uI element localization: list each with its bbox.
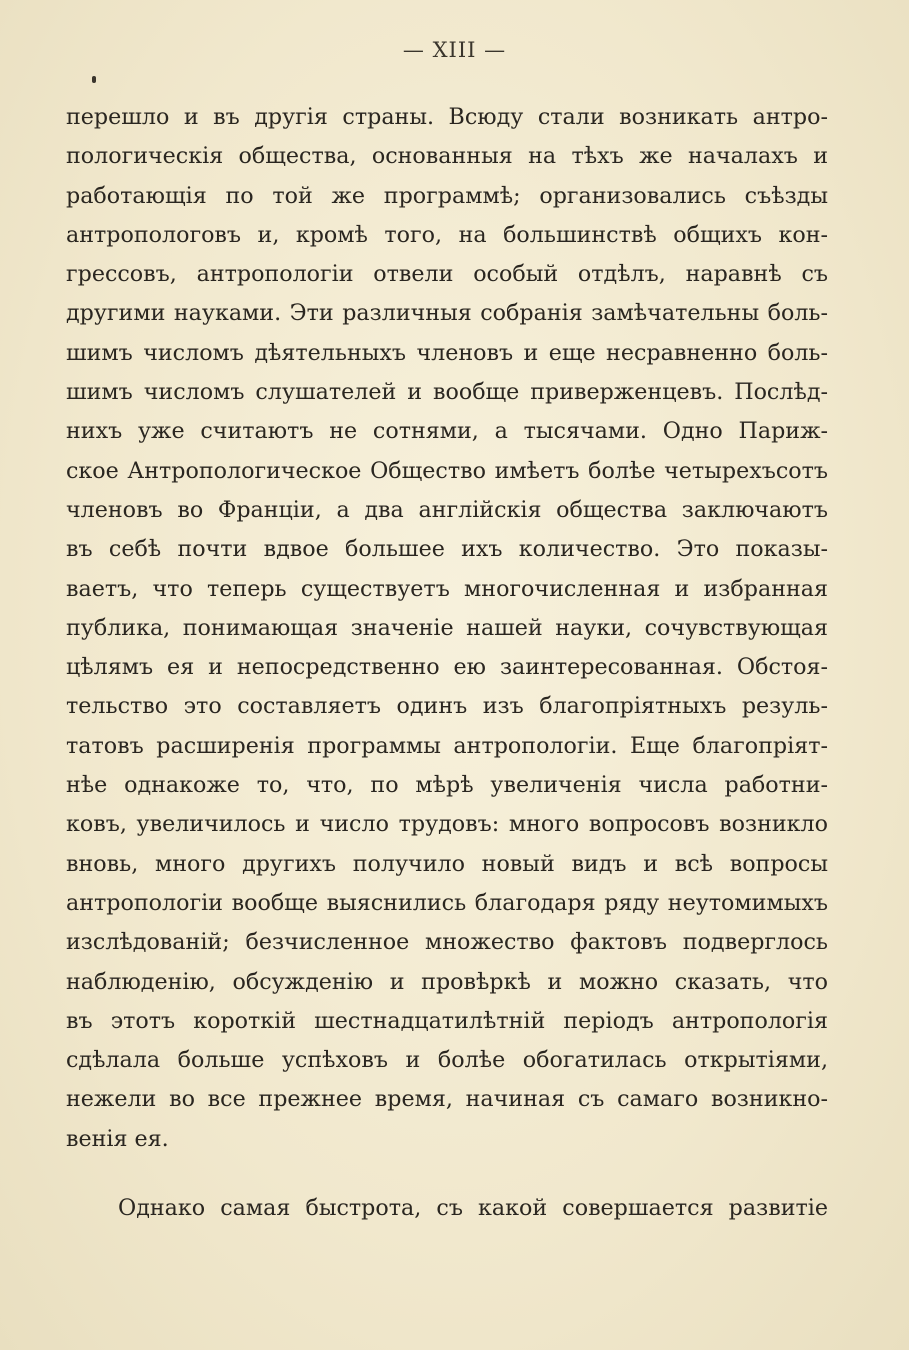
text-line: антропологіи вообще выяснились благодаря ряду неутомимыхъ xyxy=(66,889,828,916)
text-line: ковъ, увеличилось и число трудовъ: много вопросовъ возникло xyxy=(66,811,828,838)
text-line: Однако самая быстрота, съ какой совершается развитіе xyxy=(118,1195,828,1222)
text-line: тельство это составляетъ одинъ изъ благопріятныхъ резуль- xyxy=(66,693,828,720)
text-line: венія ея. xyxy=(66,1125,169,1152)
text-line: ваетъ, что теперь существуетъ многочисленная и избранная xyxy=(66,575,828,602)
text-line: публика, понимающая значеніе нашей науки, сочувствующая xyxy=(66,614,828,641)
text-line: другими науками. Эти различныя собранія замѣчательны боль- xyxy=(66,300,828,327)
text-line: нежели во все прежнее время, начиная съ самаго возникно- xyxy=(66,1086,828,1113)
paragraph-gap xyxy=(66,1159,828,1189)
text-line: въ этотъ короткій шестнадцатилѣтній періодъ антропологія xyxy=(66,1007,828,1034)
text-line: ское Антропологическое Общество имѣетъ болѣе четырехъсотъ xyxy=(66,457,828,484)
text-line: нихъ уже считаютъ не сотнями, а тысячами. Одно Париж- xyxy=(66,418,828,445)
paragraph-2 xyxy=(66,1189,828,1228)
text-line: татовъ расширенія программы антропологіи. Еще благопріят- xyxy=(66,732,828,759)
text-line: членовъ во Франціи, а два англійскія общества заключаютъ xyxy=(66,496,828,523)
ink-speck xyxy=(92,76,96,83)
text-line: шимъ числомъ слушателей и вообще приверженцевъ. Послѣд- xyxy=(66,379,828,406)
text-line: нѣе однакоже то, что, по мѣрѣ увеличенія числа работни- xyxy=(66,772,828,799)
text-line: цѣлямъ ея и непосредственно ею заинтересованная. Обстоя- xyxy=(66,654,828,681)
text-line: грессовъ, антропологіи отвели особый отдѣлъ, наравнѣ съ xyxy=(66,261,828,288)
text-line: вновь, много другихъ получило новый видъ и всѣ вопросы xyxy=(66,850,828,877)
text-line: сдѣлала больше успѣховъ и болѣе обогатилась открытіями, xyxy=(66,1047,828,1074)
text-line: перешло и въ другія страны. Всюду стали возникать антро- xyxy=(66,104,828,130)
page-number: — XIII — xyxy=(402,38,507,62)
text-line: изслѣдованій; безчисленное множество фактовъ подверглось xyxy=(66,929,828,956)
text-line: пологическія общества, основанныя на тѣхъ же началахъ и xyxy=(66,143,828,170)
body-text xyxy=(66,98,828,1228)
text-line: антропологовъ и, кромѣ того, на большинствѣ общихъ кон- xyxy=(66,221,828,248)
text-line: работающія по той же программѣ; организовались съѣзды xyxy=(66,182,828,209)
text-line: въ себѣ почти вдвое большее ихъ количество. Это показы- xyxy=(66,536,828,563)
text-line: наблюденію, обсужденію и провѣркѣ и можно сказать, что xyxy=(66,968,828,995)
text-line: шимъ числомъ дѣятельныхъ членовъ и еще несравненно боль- xyxy=(66,339,828,366)
paragraph-1 xyxy=(66,98,828,1159)
